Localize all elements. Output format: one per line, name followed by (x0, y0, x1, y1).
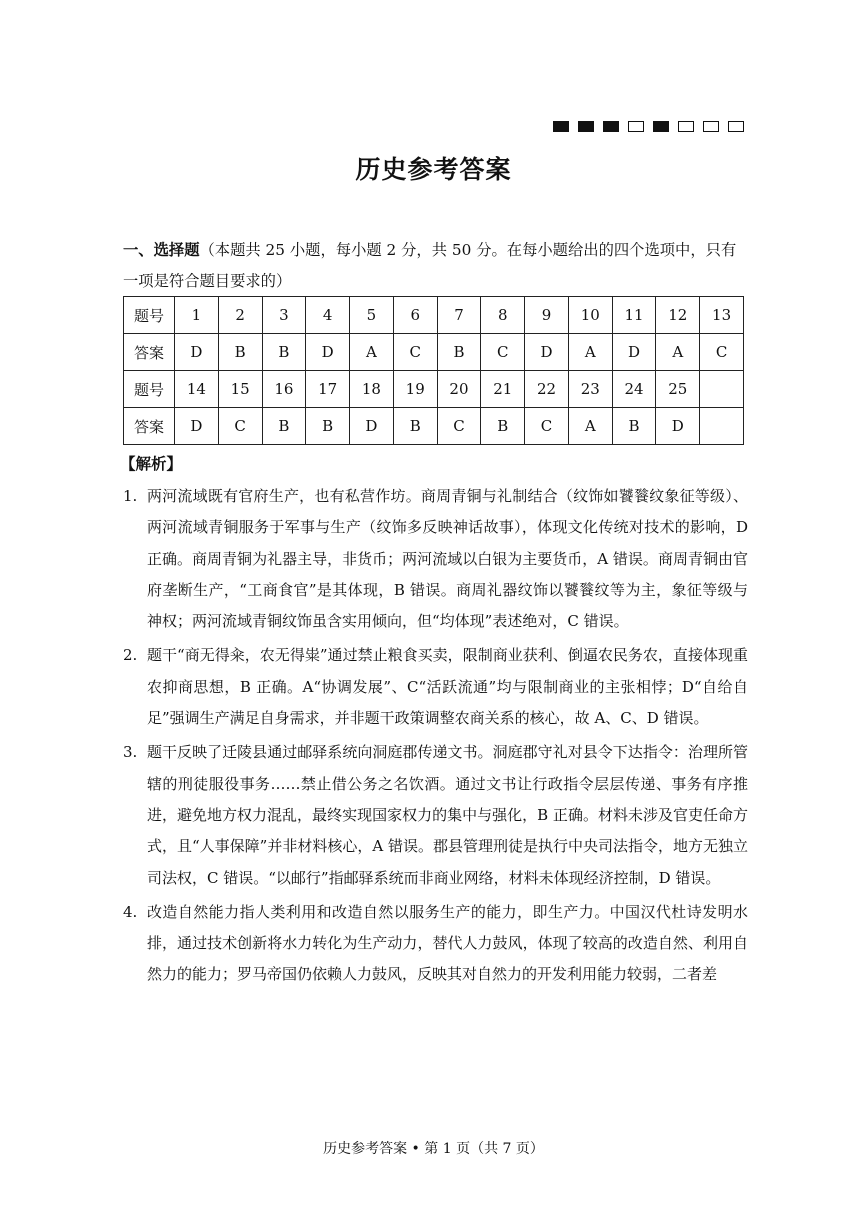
table-cell: B (306, 408, 350, 445)
marker-square-filled (553, 121, 569, 132)
table-cell: B (218, 334, 262, 371)
document-title: 历史参考答案 (355, 155, 512, 184)
table-row (124, 408, 744, 445)
page-marker (553, 121, 744, 132)
page-footer: 历史参考答案 • 第 1 页（共 7 页） (323, 1141, 544, 1157)
table-cell: 11 (612, 297, 656, 334)
table-cell: C (218, 408, 262, 445)
table-row (124, 297, 744, 334)
table-cell (700, 371, 744, 408)
list-item (123, 737, 748, 893)
table-cell: 12 (656, 297, 700, 334)
marker-square-filled (653, 121, 669, 132)
table-cell: 21 (481, 371, 525, 408)
table-cell: 22 (525, 371, 569, 408)
analysis-heading: 【解析】 (120, 455, 183, 473)
table-cell: 1 (175, 297, 219, 334)
table-cell: B (262, 334, 306, 371)
table-cell: D (175, 408, 219, 445)
table-cell: 3 (262, 297, 306, 334)
table-cell: A (350, 334, 394, 371)
item-number: 1. (123, 487, 138, 505)
table-cell: 13 (700, 297, 744, 334)
table-cell: B (262, 408, 306, 445)
table-cell: D (350, 408, 394, 445)
table-cell: 4 (306, 297, 350, 334)
table-row (124, 371, 744, 408)
section-heading: 一、选择题 (123, 241, 200, 259)
item-text: 改造自然能力指人类利用和改造自然以服务生产的能力，即生产力。中国汉代杜诗发明水排，通过技术创新将水力转化为生产动力，替代人力鼓风，体现了较高的改造自然、利用自然力的能力；罗马帝国仍依赖人力鼓风，反映其对自然力的开发利用能力较弱，二者差 (147, 902, 748, 984)
table-cell: 23 (568, 371, 612, 408)
row-label: 答案 (124, 408, 175, 445)
table-cell: C (700, 334, 744, 371)
table-cell: D (525, 334, 569, 371)
table-cell: 7 (437, 297, 481, 334)
item-number: 4. (123, 902, 138, 921)
marker-square-empty (678, 121, 694, 132)
marker-square-empty (628, 121, 644, 132)
table-cell: 10 (568, 297, 612, 334)
analysis-list (123, 481, 748, 994)
table-cell: C (525, 408, 569, 445)
table-cell: 2 (218, 297, 262, 334)
section-description: （本题共 25 小题，每小题 2 分，共 50 分。在每小题给出的四个选项中，只有一项是符合题目要求的） (123, 241, 737, 290)
list-item (123, 897, 748, 991)
table-cell: 25 (656, 371, 700, 408)
table-cell: D (306, 334, 350, 371)
item-text: 题干反映了迁陵县通过邮驿系统向洞庭郡传递文书。洞庭郡守礼对县令下达指令：治理所管辖的刑徒服役事务……禁止借公务之名饮酒。通过文书让行政指令层层传递、事务有序推进，避免地方权力混乱，最终实现国家权力的集中与强化，B 正确。材料未涉及官吏任命方式，且“人事保障”并非材料核心，A 错误。郡县管理刑徒是执行中央司法指令，地方无独立司法权，C 错误。“以邮行”指邮驿系统而非商业网络，材料未体现经济控制，D 错误。 (147, 743, 748, 887)
table-cell: 18 (350, 371, 394, 408)
table-cell: 20 (437, 371, 481, 408)
table-cell: 15 (218, 371, 262, 408)
table-cell: 9 (525, 297, 569, 334)
row-label: 题号 (124, 371, 175, 408)
table-cell (700, 408, 744, 445)
marker-square-empty (728, 121, 744, 132)
table-cell: 6 (393, 297, 437, 334)
list-item (123, 640, 748, 734)
row-label: 答案 (124, 334, 175, 371)
table-cell: B (481, 408, 525, 445)
table-cell: 14 (175, 371, 219, 408)
table-cell: A (568, 408, 612, 445)
table-row (124, 334, 744, 371)
table-cell: C (437, 408, 481, 445)
table-cell: 8 (481, 297, 525, 334)
table-cell: C (481, 334, 525, 371)
table-cell: C (393, 334, 437, 371)
item-text: 两河流域既有官府生产，也有私营作坊。商周青铜与礼制结合（纹饰如饕餮纹象征等级）、两河流域青铜服务于军事与生产（纹饰多反映神话故事），体现文化传统对技术的影响，D 正确。商周青铜为礼器主导，非货币；两河流域以白银为主要货币，A 错误。商周青铜由官府垄断生产，“工商食官”是其体现，B 错误。商周礼器纹饰以饕餮纹等为主，象征等级与神权；两河流域青铜纹饰虽含实用倾向，但“均体现”表述绝对，C 错误。 (147, 487, 748, 631)
list-item (123, 481, 748, 637)
marker-square-filled (578, 121, 594, 132)
table-cell: 19 (393, 371, 437, 408)
item-text: 题干“商无得籴，农无得粜”通过禁止粮食买卖，限制商业获利、倒逼农民务农，直接体现重农抑商思想，B 正确。A“协调发展”、C“活跃流通”均与限制商业的主张相悖；D“自给自足”强调生产满足自身需求，并非题干政策调整农商关系的核心，故 A、C、D 错误。 (147, 646, 748, 728)
table-cell: A (568, 334, 612, 371)
table-cell: 16 (262, 371, 306, 408)
table-cell: B (612, 408, 656, 445)
table-cell: B (437, 334, 481, 371)
table-cell: 17 (306, 371, 350, 408)
table-cell: B (393, 408, 437, 445)
item-number: 3. (123, 743, 138, 762)
section-intro (123, 235, 748, 297)
marker-square-filled (603, 121, 619, 132)
table-cell: D (175, 334, 219, 371)
answer-table (123, 296, 744, 445)
table-cell: A (656, 334, 700, 371)
table-cell: 24 (612, 371, 656, 408)
table-cell: 5 (350, 297, 394, 334)
row-label: 题号 (124, 297, 175, 334)
marker-square-empty (703, 121, 719, 132)
item-number: 2. (123, 646, 138, 665)
table-cell: D (656, 408, 700, 445)
table-cell: D (612, 334, 656, 371)
